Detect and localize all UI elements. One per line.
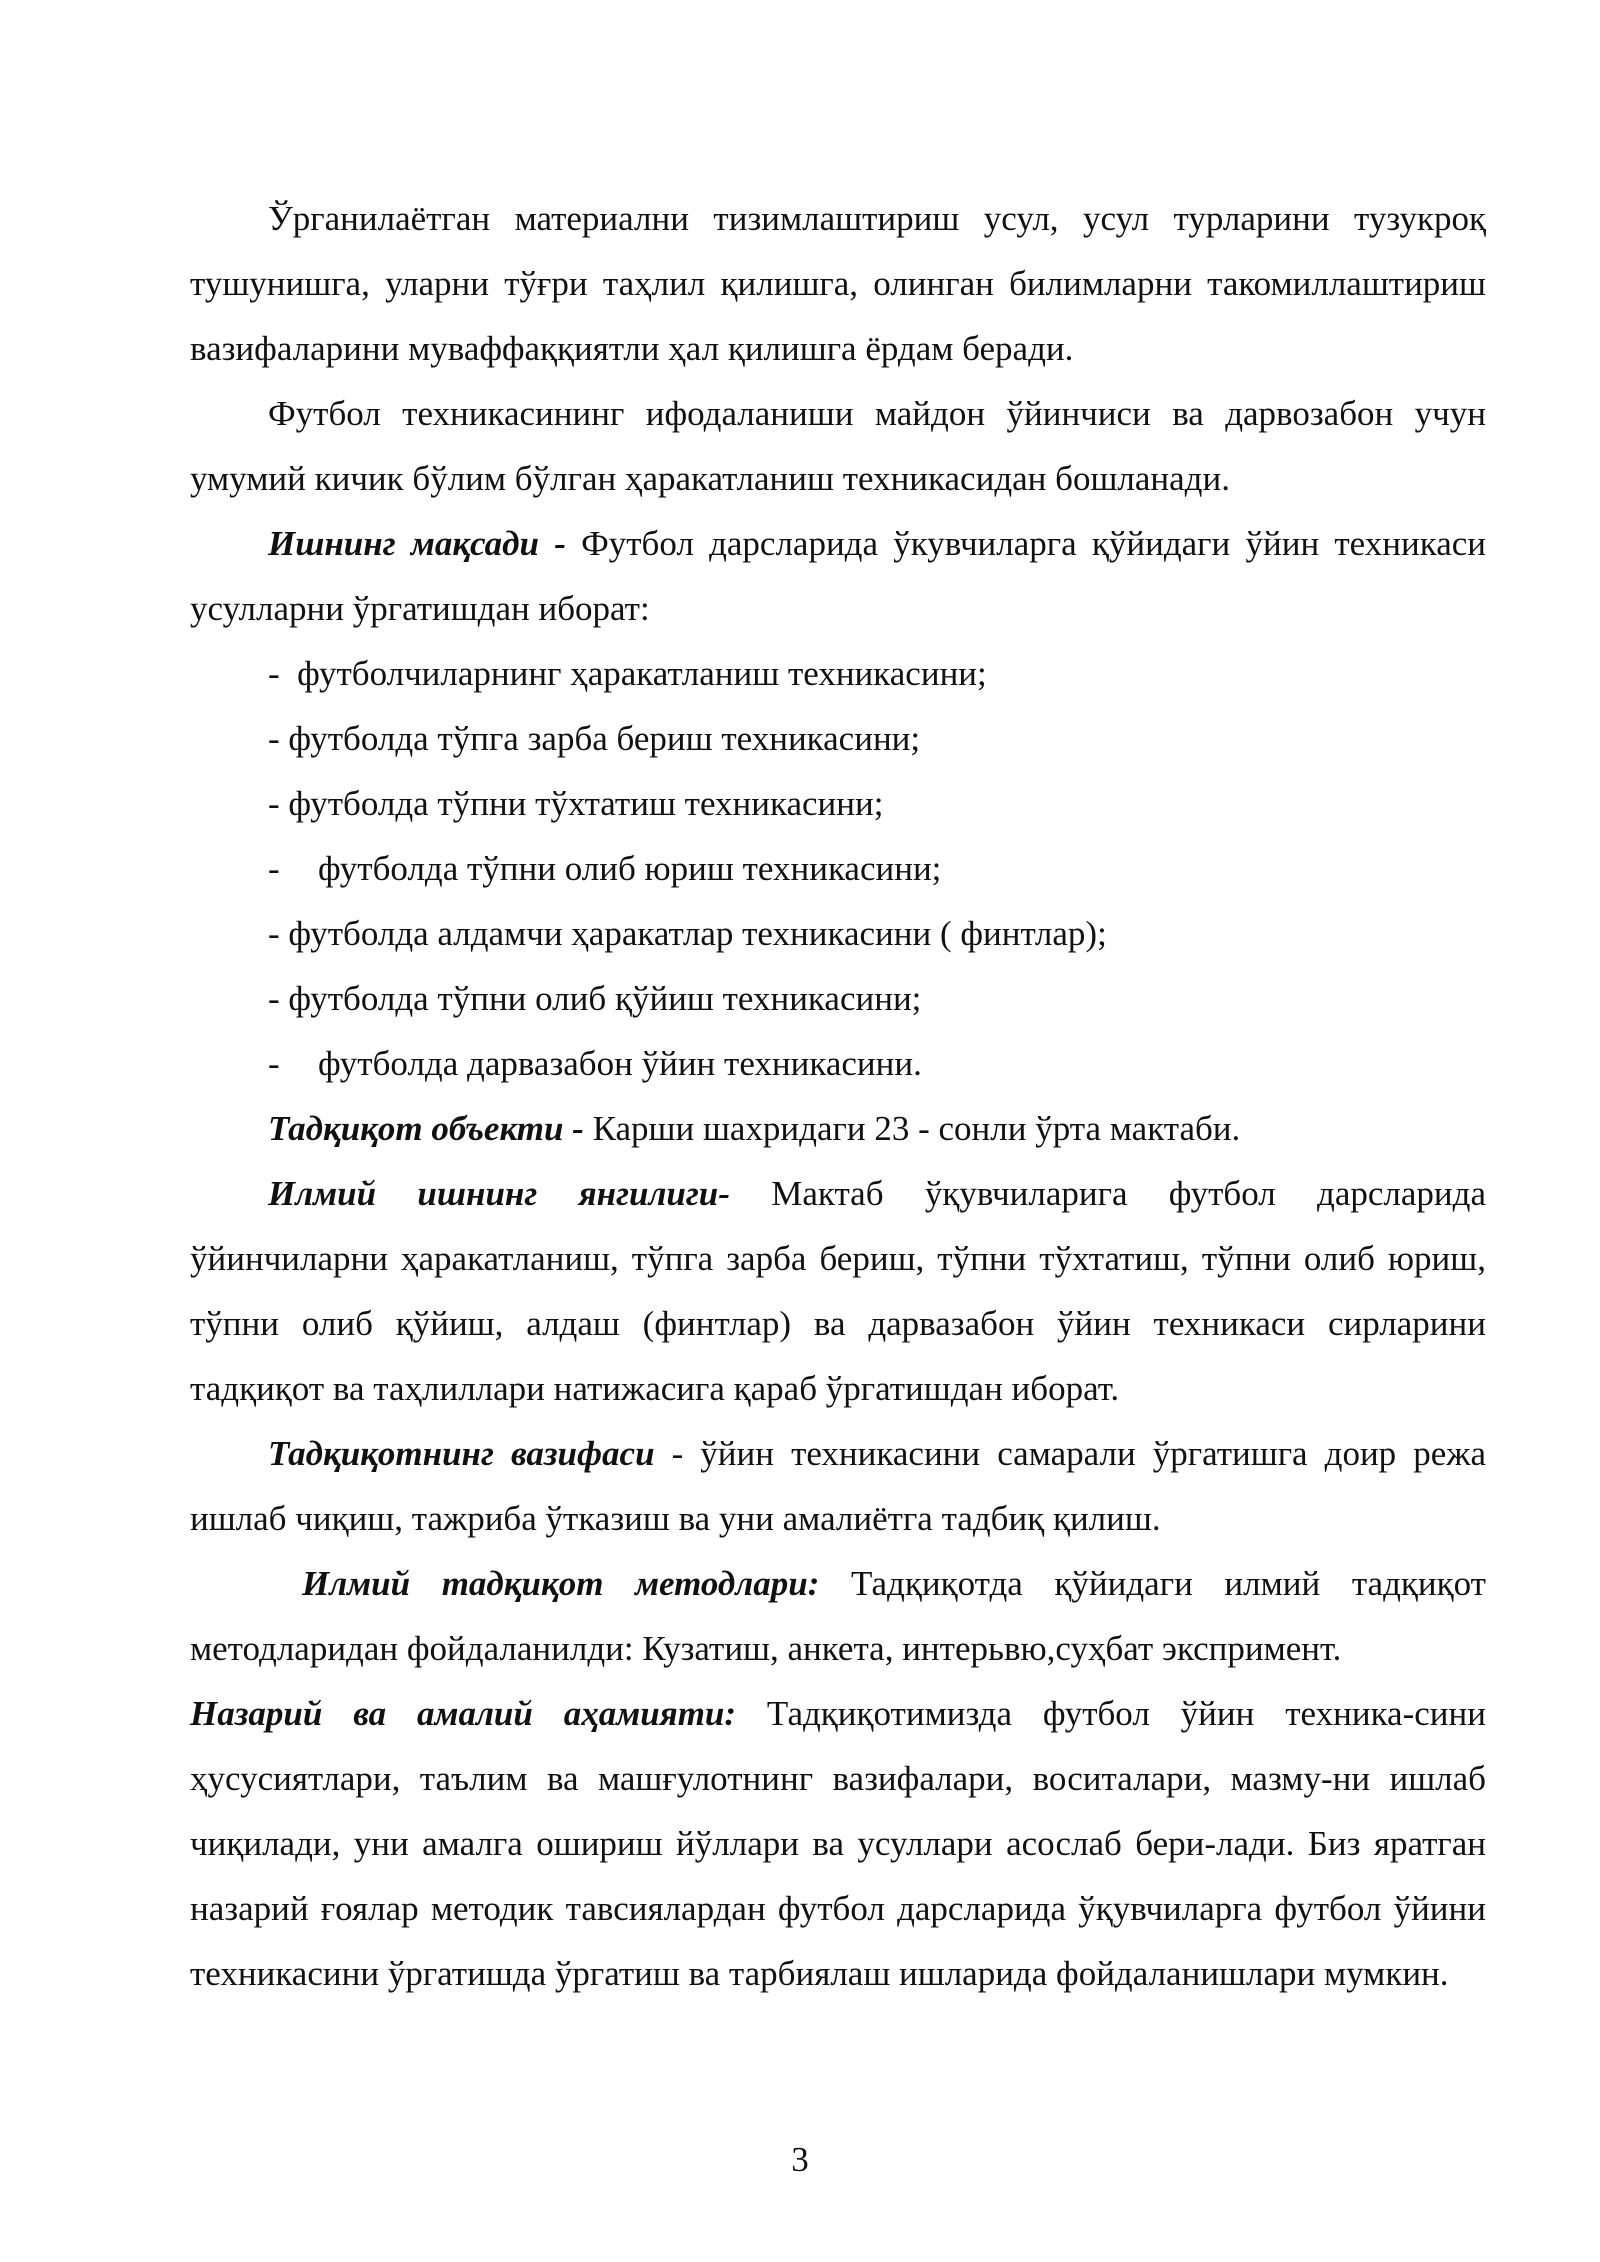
novelty-text: Мактаб ўқувчиларига футбол дарсларида ўйинчиларни ҳаракатланиш, тўпга зарба бериш, тўпни тўхтатиш, тўпни олиб юриш, тўпни олиб қўйиш, алдаш (финтлар) ва дарвазабон ўйин техникаси сирларини тадқиқот ва таҳлиллари натижасига қараб ўргатишдан иборат. — [190, 1174, 1486, 1408]
object-label: Тадқиқот объекти - — [268, 1109, 584, 1148]
list-item-text: - футболда тўпни олиб қўйиш техникасини; — [268, 979, 922, 1018]
goal-label: Ишнинг мақсади - — [268, 524, 566, 563]
list-item — [190, 771, 1486, 836]
task-text: - ўйин техникасини самарали ўргатишга доир режа ишлаб чиқиш, тажриба ўтказиш ва уни амалиётга тадбиқ қилиш. — [190, 1434, 1486, 1538]
paragraph-goal — [190, 511, 1486, 641]
methods-text: Тадқиқотда қўйидаги илмий тадқиқот методларидан фойдаланилди: Кузатиш, анкета, интерьвю,суҳбат экспримент. — [190, 1564, 1486, 1668]
methods-label: Илмий тадқиқот методлари: — [302, 1564, 820, 1603]
list-item-text: - футболда тўпни тўхтатиш техникасини; — [268, 784, 884, 823]
paragraph-object — [190, 1096, 1486, 1161]
list-item — [190, 1031, 1486, 1096]
paragraph-methods — [190, 1551, 1486, 1681]
list-item — [190, 641, 1486, 706]
paragraph-task — [190, 1421, 1486, 1551]
paragraph-significance — [190, 1681, 1486, 2006]
significance-text: Тадқиқотимизда футбол ўйин техника-сини ҳусусиятлари, таълим ва машғулотнинг вазифалари, воситалари, мазму-ни ишлаб чиқилади, уни амалга ошириш йўллари ва усуллари асослаб бери-лади. Биз яратган назарий ғоялар методик тавсиялардан футбол дарсларида ўқувчиларга футбол ўйини техникасини ўргатишда ўргатиш ва тарбиялаш ишларида фойдаланишлари мумкин. — [190, 1694, 1486, 1993]
significance-label: Назарий ва амалий аҳамияти: — [190, 1694, 737, 1733]
task-label: Тадқиқотнинг вазифаси — [268, 1434, 655, 1473]
list-item — [190, 706, 1486, 771]
paragraph-novelty — [190, 1161, 1486, 1421]
page-number: 3 — [791, 2140, 809, 2179]
list-item-text: - футболда алдамчи ҳаракатлар техникасини ( финтлар); — [268, 914, 1107, 953]
paragraph-intro-text: Ўрганилаётган материални тизимлаштириш усул, усул турларини тузукроқ тушунишга, уларни тўғри таҳлил қилишга, олинган билимларни такомиллаштириш вазифаларини муваффаққиятли ҳал қилишга ёрдам беради. — [190, 199, 1486, 368]
paragraph-technique — [190, 381, 1486, 511]
novelty-label: Илмий ишнинг янгилиги- — [268, 1174, 730, 1213]
document-body — [190, 186, 1486, 2006]
paragraph-intro — [190, 186, 1486, 381]
list-item-text: - футболда тўпга зарба бериш техникасини; — [268, 719, 921, 758]
list-item — [190, 966, 1486, 1031]
list-item-text: футболда тўпни олиб юриш техникасини; — [318, 849, 942, 888]
paragraph-technique-text: Футбол техникасининг ифодаланиши майдон ўйинчиси ва дарвозабон учун умумий кичик бўлим бўлган ҳаракатланиш техникасидан бошланади. — [190, 394, 1486, 498]
list-item-text: - футболчиларнинг ҳаракатланиш техникасини; — [268, 654, 987, 693]
object-text: Карши шахридаги 23 - сонли ўрта мактаби. — [583, 1109, 1241, 1148]
list-item-text: футболда дарвазабон ўйин техникасини. — [318, 1044, 922, 1083]
goal-text: Футбол дарсларида ўкувчиларга қўйидаги ўйин техникаси усулларни ўргатишдан иборат: — [190, 524, 1486, 628]
list-item — [190, 836, 1486, 901]
list-dash: - — [268, 849, 280, 888]
list-item — [190, 901, 1486, 966]
list-dash: - — [268, 1044, 280, 1083]
